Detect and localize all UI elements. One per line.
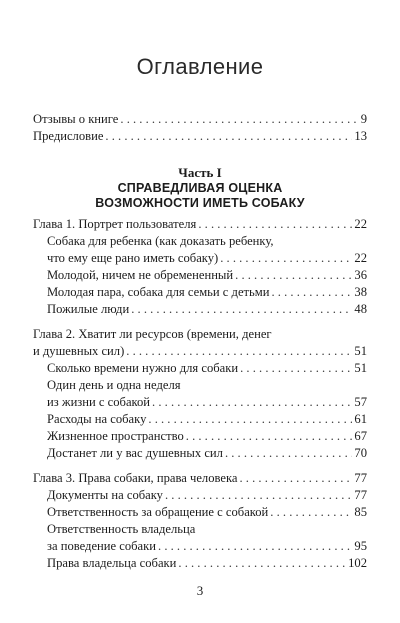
toc-subentry-text: Ответственность владельца: [47, 522, 196, 536]
toc-entry-text: Молодая пара, собака для семьи с детьми: [47, 285, 270, 299]
dot-leader: [225, 445, 352, 462]
dot-leader: [220, 250, 352, 267]
toc-subentry-young-couple[interactable]: [47, 284, 367, 301]
toc-entry-text: за поведение собаки: [47, 539, 157, 553]
toc-page-number: 70: [354, 446, 367, 460]
toc-entry-text: Предисловие: [33, 129, 104, 143]
toc-page-number: 77: [354, 471, 367, 485]
toc-entry-reviews[interactable]: [33, 111, 367, 128]
toc-page-number: 102: [348, 556, 367, 570]
toc-subentry-text: Один день и одна неделя: [47, 378, 181, 392]
toc-chapter-1[interactable]: [33, 216, 367, 233]
dot-leader: [178, 555, 346, 572]
toc-entry-text: Молодой, ничем не обремененный: [47, 268, 234, 282]
toc-page-number: 57: [354, 395, 367, 409]
dot-leader: [105, 128, 352, 145]
toc-subentry-emotional-strength[interactable]: [47, 445, 367, 462]
toc-page-number: 22: [354, 217, 367, 231]
toc-page-number: 38: [354, 285, 367, 299]
part-title-line2: ВОЗМОЖНОСТИ ИМЕТЬ СОБАКУ: [95, 196, 305, 210]
toc-entry-text: Глава 1. Портрет пользователя: [33, 217, 197, 231]
toc-page-number: 77: [354, 488, 367, 502]
toc-subentry-child-for-kid[interactable]: [47, 250, 367, 267]
toc-entry-text: Права владельца собаки: [47, 556, 177, 570]
part-title-line1: СПРАВЕДЛИВАЯ ОЦЕНКА: [117, 181, 283, 195]
toc-subentry-young-single[interactable]: [47, 267, 367, 284]
dot-leader: [152, 394, 352, 411]
toc-entry-text: Ответственность за обращение с собакой: [47, 505, 269, 519]
dot-leader: [186, 428, 353, 445]
dot-leader: [120, 111, 358, 128]
toc-chapter-3[interactable]: [33, 470, 367, 487]
dot-leader: [240, 470, 353, 487]
toc-page-number: 48: [354, 302, 367, 316]
dot-leader: [272, 284, 353, 301]
toc-subentry-owner-responsibility[interactable]: [47, 538, 367, 555]
toc-subentry-documents[interactable]: [47, 487, 367, 504]
dot-leader: [165, 487, 352, 504]
toc-page-number: 61: [354, 412, 367, 426]
toc-entry-text: Жизненное пространство: [47, 429, 184, 443]
toc-entry-text: Достанет ли у вас душевных сил: [47, 446, 223, 460]
toc-entry-text: Расходы на собаку: [47, 412, 147, 426]
toc-subentry-day-week[interactable]: [47, 394, 367, 411]
toc-page-number: 13: [354, 129, 367, 143]
toc-page-number: 95: [354, 539, 367, 553]
dot-leader: [270, 504, 352, 521]
toc-page-number: 67: [354, 429, 367, 443]
toc-entry-text: и душевных сил): [33, 344, 125, 358]
toc-subentry-text: Собака для ребенка (как доказать ребенку,: [47, 234, 274, 248]
dot-leader: [235, 267, 352, 284]
toc-subentry-owner-rights[interactable]: [47, 555, 367, 572]
dot-leader: [158, 538, 352, 555]
toc-page-number: 36: [354, 268, 367, 282]
dot-leader: [148, 411, 352, 428]
toc-subentry-time[interactable]: [47, 360, 367, 377]
toc-page-number: 22: [354, 251, 367, 265]
toc-entry-text: Сколько времени нужно для собаки: [47, 361, 239, 375]
dot-leader: [131, 301, 352, 318]
part-label: Часть I: [178, 165, 222, 180]
toc-chapter-2-line1: Глава 2. Хватит ли ресурсов (времени, денег: [33, 327, 272, 341]
toc-subentry-treatment-responsibility[interactable]: [47, 504, 367, 521]
toc-entry-text: из жизни с собакой: [47, 395, 151, 409]
dot-leader: [126, 343, 352, 360]
toc-entry-text: что ему еще рано иметь собаку): [47, 251, 219, 265]
toc-subentry-elderly[interactable]: [47, 301, 367, 318]
toc-page-number: 9: [360, 112, 367, 126]
toc-entry-text: Пожилые люди: [47, 302, 130, 316]
toc-page-number: 51: [354, 344, 367, 358]
toc-entry-text: Глава 3. Права собаки, права человека: [33, 471, 238, 485]
dot-leader: [240, 360, 352, 377]
toc-page-number: 85: [354, 505, 367, 519]
page-title: Оглавление: [136, 54, 264, 79]
toc-entry-preface[interactable]: [33, 128, 367, 145]
toc-subentry-expenses[interactable]: [47, 411, 367, 428]
toc-chapter-2[interactable]: [33, 343, 367, 360]
toc-subentry-living-space[interactable]: [47, 428, 367, 445]
toc-page-number: 51: [354, 361, 367, 375]
toc-entry-text: Документы на собаку: [47, 488, 163, 502]
page-number: 3: [196, 583, 204, 598]
dot-leader: [198, 216, 352, 233]
toc-entry-text: Отзывы о книге: [33, 112, 119, 126]
